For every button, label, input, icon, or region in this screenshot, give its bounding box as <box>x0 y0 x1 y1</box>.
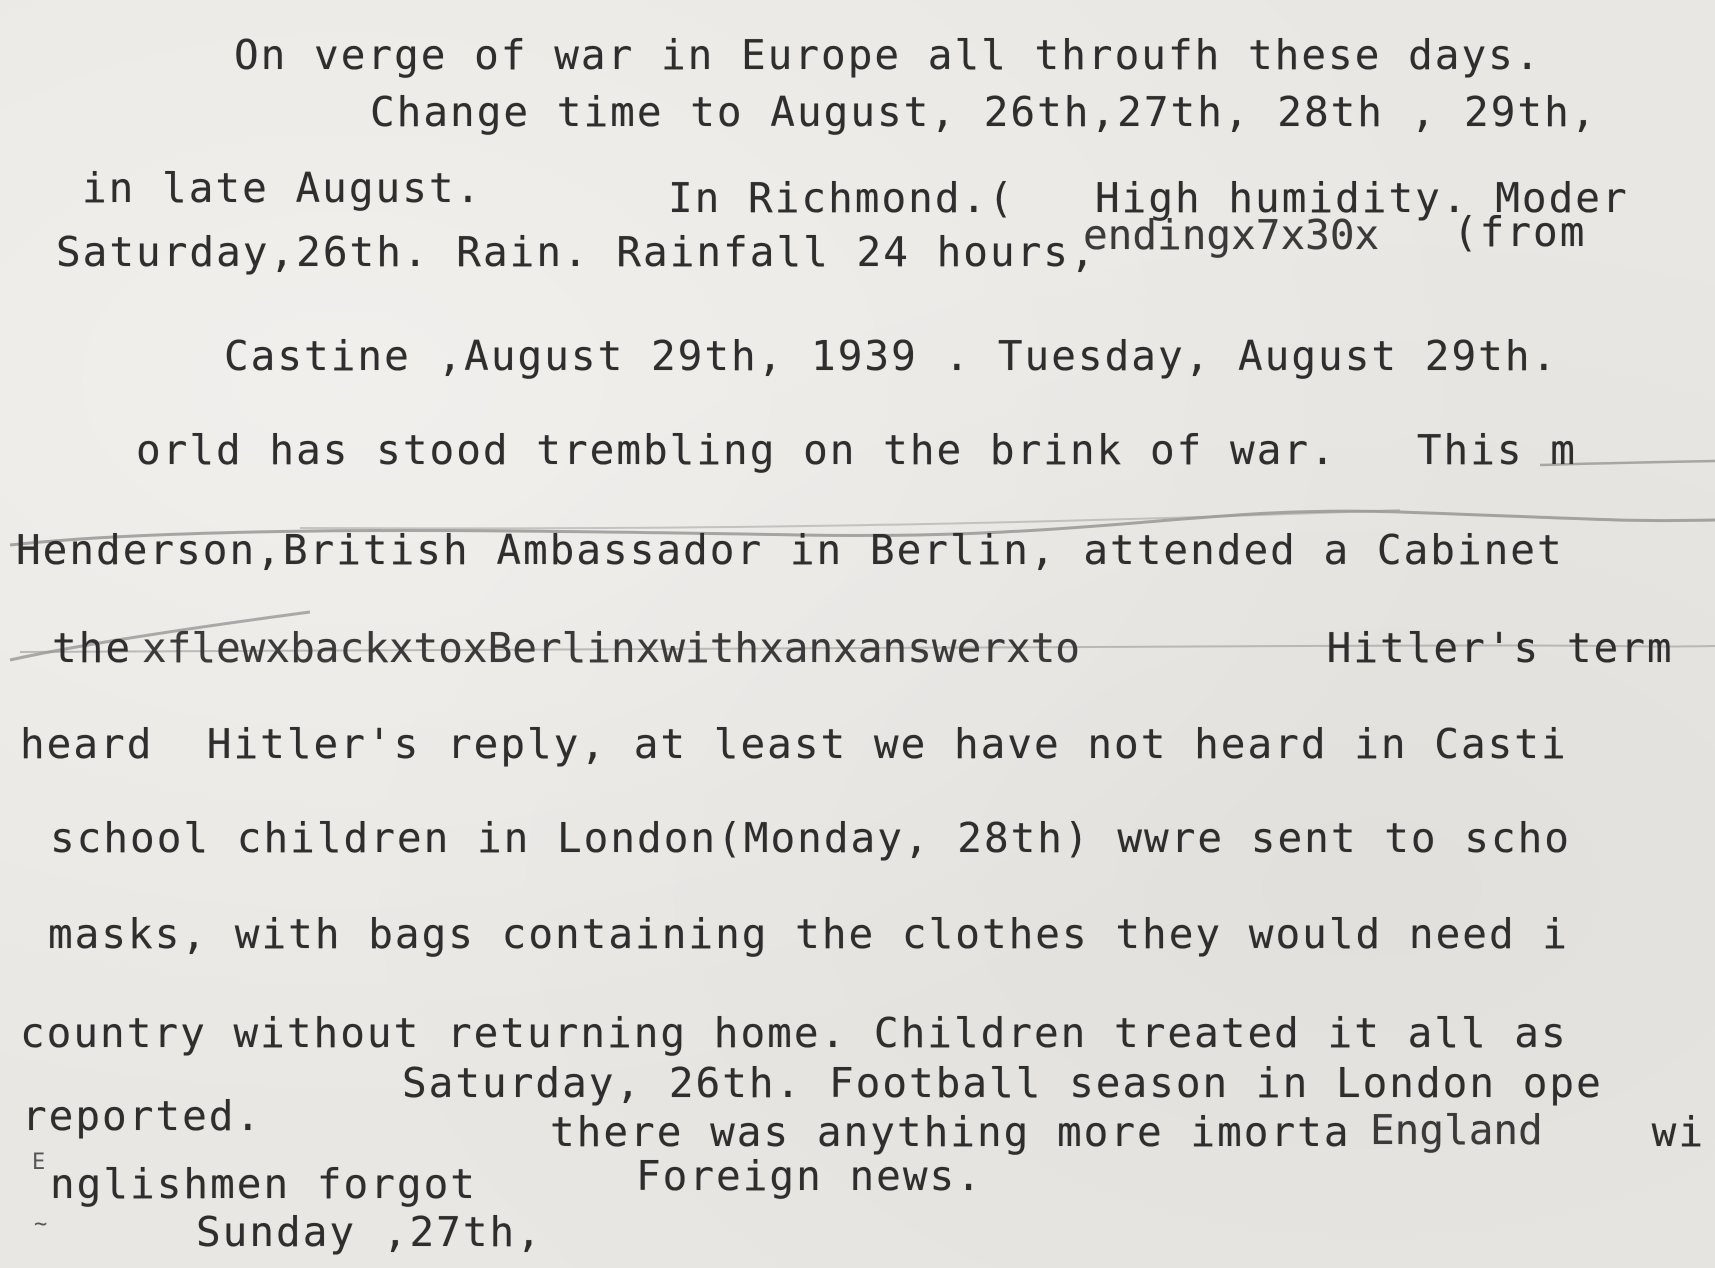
text-line-16a: nglishmen forgot <box>50 1160 477 1208</box>
text-line-1: On verge of war in Europe all throufh these days. <box>234 31 1542 79</box>
text-line-5: Castine ,August 29th, 1939 . Tuesday, August 29th. <box>224 332 1559 380</box>
text-line-15c: wi <box>1625 1108 1706 1156</box>
text-line-8a: the <box>52 624 133 672</box>
text-line-9: heard Hitler's reply, at least we have not heard in Casti <box>20 720 1568 768</box>
text-line-6: orld has stood trembling on the brink of war. This m <box>136 426 1577 474</box>
text-line-4c: (from <box>1453 208 1587 256</box>
text-line-3a: in late August. <box>82 164 483 212</box>
text-line-12: country without returning home. Children treated it all as <box>20 1009 1568 1057</box>
text-line-2: Change time to August, 26th,27th, 28th , 29th, <box>370 88 1598 136</box>
text-line-14: reported. <box>22 1092 263 1140</box>
text-line-4a: Saturday,26th. Rain. Rainfall 24 hours, <box>56 228 1097 276</box>
tilde-mark: ~ <box>34 1212 48 1237</box>
text-line-16b: Foreign news. <box>636 1152 983 1200</box>
text-line-11: masks, with bags containing the clothes they would need i <box>48 910 1569 958</box>
text-line-15b: England <box>1370 1106 1543 1154</box>
text-line-13: Saturday, 26th. Football season in London ope <box>402 1059 1603 1107</box>
text-line-8b-struck: xflewxbackxtoxBerlinxwithxanxanswerxto <box>142 624 1080 672</box>
text-line-10: school children in London(Monday, 28th) wwre sent to scho <box>50 814 1571 862</box>
text-line-7: Henderson,British Ambassador in Berlin, attended a Cabinet <box>16 526 1564 574</box>
text-line-15a: there was anything more imorta <box>550 1108 1351 1156</box>
handwritten-e-mark: E <box>32 1150 46 1175</box>
text-line-8c: Hitler's term <box>1300 624 1674 672</box>
text-line-3b: In Richmond.( High humidity. Moder <box>668 174 1629 222</box>
text-line-4b-struck: endingx7x30x <box>1083 211 1380 259</box>
text-line-17: Sunday ,27th, <box>196 1208 543 1256</box>
